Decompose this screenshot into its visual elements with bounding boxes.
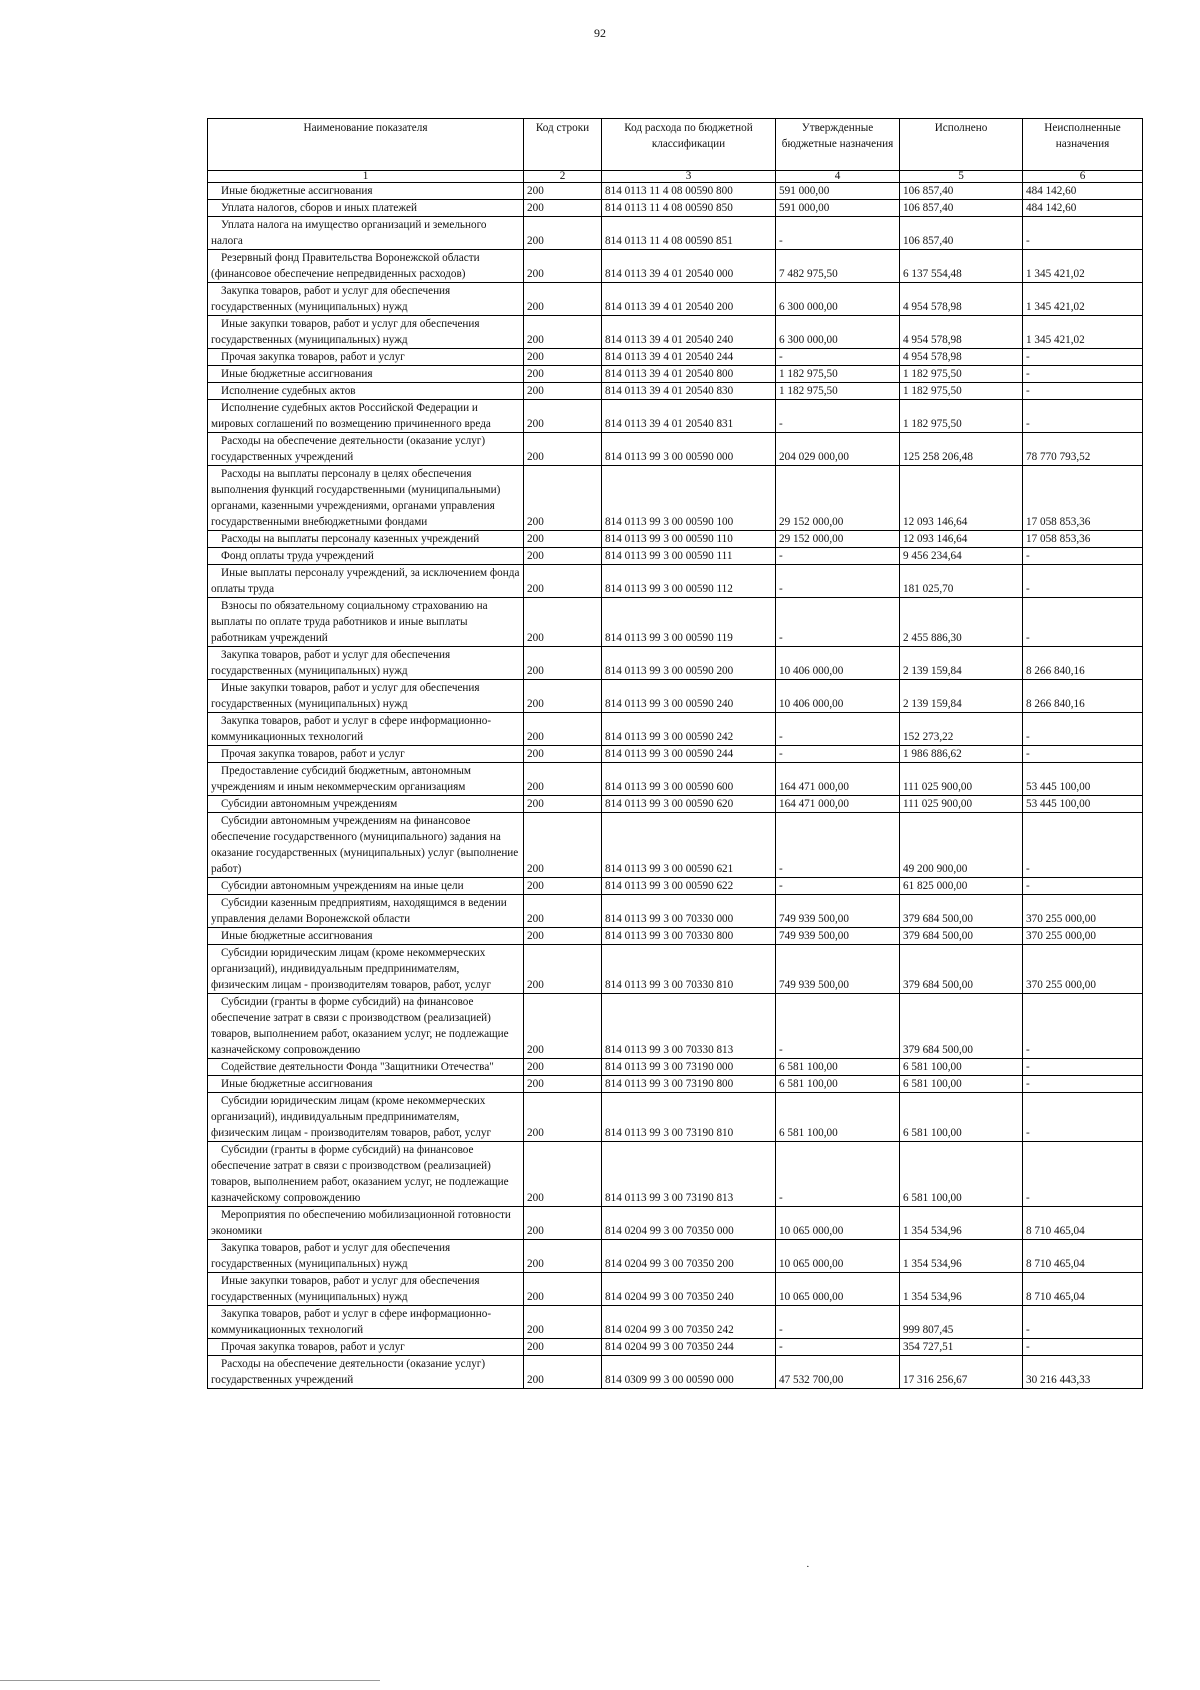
table-row bbox=[208, 565, 1143, 598]
row-remaining: - bbox=[1023, 217, 1143, 250]
column-number: 3 bbox=[602, 171, 776, 183]
row-approved: - bbox=[776, 713, 900, 746]
row-line-code: 200 bbox=[524, 1059, 602, 1076]
row-executed: 4 954 578,98 bbox=[900, 316, 1023, 349]
row-remaining: 8 710 465,04 bbox=[1023, 1240, 1143, 1273]
row-budget-code: 814 0204 99 3 00 70350 000 bbox=[602, 1207, 776, 1240]
row-budget-code: 814 0113 99 3 00 00590 112 bbox=[602, 565, 776, 598]
stray-mark: · bbox=[806, 1561, 810, 1573]
row-budget-code: 814 0113 99 3 00 70330 800 bbox=[602, 928, 776, 945]
table-row bbox=[208, 400, 1143, 433]
table-row bbox=[208, 466, 1143, 531]
row-remaining: - bbox=[1023, 1076, 1143, 1093]
table-row bbox=[208, 1240, 1143, 1273]
row-budget-code: 814 0113 99 3 00 00590 111 bbox=[602, 548, 776, 565]
row-budget-code: 814 0113 11 4 08 00590 851 bbox=[602, 217, 776, 250]
row-remaining: - bbox=[1023, 400, 1143, 433]
row-approved: 749 939 500,00 bbox=[776, 895, 900, 928]
table-row bbox=[208, 1142, 1143, 1207]
table-row bbox=[208, 283, 1143, 316]
row-executed: 2 455 886,30 bbox=[900, 598, 1023, 647]
row-name: Расходы на выплаты персоналу казенных учреждений bbox=[208, 531, 524, 548]
header-row bbox=[208, 119, 1143, 171]
row-approved: - bbox=[776, 878, 900, 895]
row-executed: 6 581 100,00 bbox=[900, 1076, 1023, 1093]
row-line-code: 200 bbox=[524, 895, 602, 928]
row-remaining: 370 255 000,00 bbox=[1023, 928, 1143, 945]
row-line-code: 200 bbox=[524, 217, 602, 250]
row-name: Закупка товаров, работ и услуг для обеспечения государственных (муниципальных) нужд bbox=[208, 647, 524, 680]
row-budget-code: 814 0113 99 3 00 00590 240 bbox=[602, 680, 776, 713]
row-name: Прочая закупка товаров, работ и услуг bbox=[208, 349, 524, 366]
row-line-code: 200 bbox=[524, 598, 602, 647]
row-budget-code: 814 0113 99 3 00 00590 621 bbox=[602, 813, 776, 878]
row-remaining: 8 266 840,16 bbox=[1023, 647, 1143, 680]
row-executed: 9 456 234,64 bbox=[900, 548, 1023, 565]
row-executed: 1 354 534,96 bbox=[900, 1240, 1023, 1273]
row-budget-code: 814 0204 99 3 00 70350 200 bbox=[602, 1240, 776, 1273]
row-line-code: 200 bbox=[524, 1093, 602, 1142]
row-approved: 591 000,00 bbox=[776, 200, 900, 217]
row-approved: 204 029 000,00 bbox=[776, 433, 900, 466]
row-line-code: 200 bbox=[524, 466, 602, 531]
row-name: Субсидии юридическим лицам (кроме некоммерческих организаций), индивидуальным предпринимателям, физическим лицам - производителям товаров, работ, услуг bbox=[208, 945, 524, 994]
row-line-code: 200 bbox=[524, 994, 602, 1059]
table-row bbox=[208, 796, 1143, 813]
row-name: Расходы на обеспечение деятельности (оказание услуг) государственных учреждений bbox=[208, 1356, 524, 1389]
row-line-code: 200 bbox=[524, 647, 602, 680]
row-name: Иные бюджетные ассигнования bbox=[208, 366, 524, 383]
column-number: 2 bbox=[524, 171, 602, 183]
table-row bbox=[208, 531, 1143, 548]
row-name: Закупка товаров, работ и услуг для обеспечения государственных (муниципальных) нужд bbox=[208, 1240, 524, 1273]
row-executed: 1 182 975,50 bbox=[900, 383, 1023, 400]
row-budget-code: 814 0113 99 3 00 00590 119 bbox=[602, 598, 776, 647]
row-executed: 1 354 534,96 bbox=[900, 1207, 1023, 1240]
table-row bbox=[208, 813, 1143, 878]
row-name: Закупка товаров, работ и услуг в сфере информационно-коммуникационных технологий bbox=[208, 713, 524, 746]
row-name: Уплата налогов, сборов и иных платежей bbox=[208, 200, 524, 217]
row-line-code: 200 bbox=[524, 250, 602, 283]
row-budget-code: 814 0113 99 3 00 00590 242 bbox=[602, 713, 776, 746]
row-approved: 749 939 500,00 bbox=[776, 945, 900, 994]
row-remaining: 370 255 000,00 bbox=[1023, 895, 1143, 928]
row-approved: - bbox=[776, 1306, 900, 1339]
table-row bbox=[208, 316, 1143, 349]
row-executed: 6 581 100,00 bbox=[900, 1093, 1023, 1142]
row-budget-code: 814 0113 39 4 01 20540 244 bbox=[602, 349, 776, 366]
row-line-code: 200 bbox=[524, 1273, 602, 1306]
row-executed: 379 684 500,00 bbox=[900, 945, 1023, 994]
row-line-code: 200 bbox=[524, 548, 602, 565]
row-budget-code: 814 0113 39 4 01 20540 200 bbox=[602, 283, 776, 316]
row-line-code: 200 bbox=[524, 565, 602, 598]
table-row bbox=[208, 1273, 1143, 1306]
row-name: Резервный фонд Правительства Воронежской области (финансовое обеспечение непредвиденных расходов) bbox=[208, 250, 524, 283]
row-name: Иные бюджетные ассигнования bbox=[208, 1076, 524, 1093]
row-line-code: 200 bbox=[524, 1240, 602, 1273]
row-name: Иные закупки товаров, работ и услуг для обеспечения государственных (муниципальных) нужд bbox=[208, 680, 524, 713]
row-line-code: 200 bbox=[524, 200, 602, 217]
row-remaining: - bbox=[1023, 1059, 1143, 1076]
row-line-code: 200 bbox=[524, 283, 602, 316]
row-name: Прочая закупка товаров, работ и услуг bbox=[208, 746, 524, 763]
row-approved: 10 406 000,00 bbox=[776, 680, 900, 713]
row-line-code: 200 bbox=[524, 945, 602, 994]
row-budget-code: 814 0113 99 3 00 70330 810 bbox=[602, 945, 776, 994]
row-remaining: - bbox=[1023, 598, 1143, 647]
row-budget-code: 814 0113 39 4 01 20540 831 bbox=[602, 400, 776, 433]
row-line-code: 200 bbox=[524, 813, 602, 878]
row-name: Иные бюджетные ассигнования bbox=[208, 928, 524, 945]
row-remaining: 53 445 100,00 bbox=[1023, 763, 1143, 796]
table-row bbox=[208, 383, 1143, 400]
table-row bbox=[208, 250, 1143, 283]
row-budget-code: 814 0204 99 3 00 70350 242 bbox=[602, 1306, 776, 1339]
table-row bbox=[208, 433, 1143, 466]
row-remaining: 370 255 000,00 bbox=[1023, 945, 1143, 994]
row-approved: - bbox=[776, 349, 900, 366]
row-approved: - bbox=[776, 1339, 900, 1356]
row-executed: 999 807,45 bbox=[900, 1306, 1023, 1339]
row-budget-code: 814 0113 99 3 00 73190 813 bbox=[602, 1142, 776, 1207]
row-executed: 17 316 256,67 bbox=[900, 1356, 1023, 1389]
row-line-code: 200 bbox=[524, 183, 602, 200]
row-approved: 6 581 100,00 bbox=[776, 1059, 900, 1076]
row-name: Исполнение судебных актов Российской Федерации и мировых соглашений по возмещению причиненного вреда bbox=[208, 400, 524, 433]
table-row bbox=[208, 994, 1143, 1059]
row-approved: 1 182 975,50 bbox=[776, 366, 900, 383]
row-remaining: - bbox=[1023, 746, 1143, 763]
row-budget-code: 814 0113 99 3 00 70330 000 bbox=[602, 895, 776, 928]
row-approved: 591 000,00 bbox=[776, 183, 900, 200]
row-name: Взносы по обязательному социальному страхованию на выплаты по оплате труда работников и иные выплаты работникам учреждений bbox=[208, 598, 524, 647]
row-line-code: 200 bbox=[524, 928, 602, 945]
row-budget-code: 814 0309 99 3 00 00590 000 bbox=[602, 1356, 776, 1389]
row-budget-code: 814 0113 99 3 00 00590 620 bbox=[602, 796, 776, 813]
row-approved: - bbox=[776, 217, 900, 250]
table-row bbox=[208, 763, 1143, 796]
table-row bbox=[208, 217, 1143, 250]
row-approved: 749 939 500,00 bbox=[776, 928, 900, 945]
row-name: Прочая закупка товаров, работ и услуг bbox=[208, 1339, 524, 1356]
row-budget-code: 814 0113 99 3 00 00590 200 bbox=[602, 647, 776, 680]
row-remaining: - bbox=[1023, 1142, 1143, 1207]
row-name: Иные закупки товаров, работ и услуг для обеспечения государственных (муниципальных) нужд bbox=[208, 1273, 524, 1306]
row-remaining: 30 216 443,33 bbox=[1023, 1356, 1143, 1389]
column-number-row bbox=[208, 171, 1143, 183]
row-name: Расходы на обеспечение деятельности (оказание услуг) государственных учреждений bbox=[208, 433, 524, 466]
table-row bbox=[208, 1339, 1143, 1356]
row-remaining: 1 345 421,02 bbox=[1023, 316, 1143, 349]
row-name: Исполнение судебных актов bbox=[208, 383, 524, 400]
row-remaining: - bbox=[1023, 713, 1143, 746]
table-row bbox=[208, 878, 1143, 895]
row-name: Предоставление субсидий бюджетным, автономным учреждениям и иным некоммерческим организациям bbox=[208, 763, 524, 796]
table-row bbox=[208, 183, 1143, 200]
row-executed: 1 182 975,50 bbox=[900, 400, 1023, 433]
row-line-code: 200 bbox=[524, 763, 602, 796]
row-approved: - bbox=[776, 813, 900, 878]
row-executed: 379 684 500,00 bbox=[900, 994, 1023, 1059]
row-approved: 6 300 000,00 bbox=[776, 283, 900, 316]
row-name: Субсидии автономным учреждениям на иные цели bbox=[208, 878, 524, 895]
row-remaining: - bbox=[1023, 548, 1143, 565]
row-remaining: 484 142,60 bbox=[1023, 183, 1143, 200]
scan-edge-line bbox=[0, 1680, 380, 1681]
row-approved: 164 471 000,00 bbox=[776, 796, 900, 813]
row-name: Субсидии автономным учреждениям на финансовое обеспечение государственного (муниципального) задания на оказание государственных (муниципальных) услуг (выполнение работ) bbox=[208, 813, 524, 878]
column-number: 6 bbox=[1023, 171, 1143, 183]
row-approved: - bbox=[776, 548, 900, 565]
row-remaining: 8 710 465,04 bbox=[1023, 1207, 1143, 1240]
row-approved: 10 065 000,00 bbox=[776, 1240, 900, 1273]
row-executed: 1 354 534,96 bbox=[900, 1273, 1023, 1306]
row-name: Субсидии автономным учреждениям bbox=[208, 796, 524, 813]
table-row bbox=[208, 928, 1143, 945]
table-row bbox=[208, 548, 1143, 565]
table-row bbox=[208, 349, 1143, 366]
row-line-code: 200 bbox=[524, 1076, 602, 1093]
header-name: Наименование показателя bbox=[208, 119, 524, 171]
row-remaining: 1 345 421,02 bbox=[1023, 283, 1143, 316]
row-executed: 106 857,40 bbox=[900, 200, 1023, 217]
row-name: Мероприятия по обеспечению мобилизационной готовности экономики bbox=[208, 1207, 524, 1240]
row-budget-code: 814 0113 39 4 01 20540 000 bbox=[602, 250, 776, 283]
table-row bbox=[208, 945, 1143, 994]
row-line-code: 200 bbox=[524, 433, 602, 466]
table-row bbox=[208, 1356, 1143, 1389]
row-remaining: - bbox=[1023, 349, 1143, 366]
row-approved: 6 581 100,00 bbox=[776, 1093, 900, 1142]
row-executed: 4 954 578,98 bbox=[900, 283, 1023, 316]
table-row bbox=[208, 647, 1143, 680]
row-name: Содействие деятельности Фонда "Защитники Отечества" bbox=[208, 1059, 524, 1076]
header-line-code: Код строки bbox=[524, 119, 602, 171]
row-budget-code: 814 0204 99 3 00 70350 240 bbox=[602, 1273, 776, 1306]
row-executed: 49 200 900,00 bbox=[900, 813, 1023, 878]
row-name: Иные бюджетные ассигнования bbox=[208, 183, 524, 200]
row-name: Уплата налога на имущество организаций и земельного налога bbox=[208, 217, 524, 250]
row-remaining: 53 445 100,00 bbox=[1023, 796, 1143, 813]
row-budget-code: 814 0113 11 4 08 00590 850 bbox=[602, 200, 776, 217]
row-name: Иные закупки товаров, работ и услуг для обеспечения государственных (муниципальных) нужд bbox=[208, 316, 524, 349]
row-approved: 6 300 000,00 bbox=[776, 316, 900, 349]
table-row bbox=[208, 1076, 1143, 1093]
row-budget-code: 814 0204 99 3 00 70350 244 bbox=[602, 1339, 776, 1356]
row-budget-code: 814 0113 99 3 00 73190 000 bbox=[602, 1059, 776, 1076]
row-budget-code: 814 0113 99 3 00 70330 813 bbox=[602, 994, 776, 1059]
header-approved: Утвержденные бюджетные назначения bbox=[776, 119, 900, 171]
row-approved: 6 581 100,00 bbox=[776, 1076, 900, 1093]
row-executed: 181 025,70 bbox=[900, 565, 1023, 598]
row-executed: 111 025 900,00 bbox=[900, 763, 1023, 796]
row-approved: - bbox=[776, 994, 900, 1059]
row-executed: 2 139 159,84 bbox=[900, 647, 1023, 680]
row-executed: 12 093 146,64 bbox=[900, 466, 1023, 531]
table-row bbox=[208, 680, 1143, 713]
row-name: Расходы на выплаты персоналу в целях обеспечения выполнения функций государственными (муниципальными) органами, казенными учреждениями, органами управления государственными внебюджетными фондами bbox=[208, 466, 524, 531]
row-approved: - bbox=[776, 565, 900, 598]
row-budget-code: 814 0113 39 4 01 20540 830 bbox=[602, 383, 776, 400]
row-name: Субсидии (гранты в форме субсидий) на финансовое обеспечение затрат в связи с производством (реализацией) товаров, выполнением работ, оказанием услуг, не подлежащие казначейскому сопровождению bbox=[208, 1142, 524, 1207]
row-executed: 6 581 100,00 bbox=[900, 1059, 1023, 1076]
row-line-code: 200 bbox=[524, 746, 602, 763]
row-budget-code: 814 0113 99 3 00 00590 244 bbox=[602, 746, 776, 763]
row-remaining: 17 058 853,36 bbox=[1023, 531, 1143, 548]
row-executed: 125 258 206,48 bbox=[900, 433, 1023, 466]
row-budget-code: 814 0113 99 3 00 73190 810 bbox=[602, 1093, 776, 1142]
row-remaining: - bbox=[1023, 1093, 1143, 1142]
row-name: Закупка товаров, работ и услуг в сфере информационно-коммуникационных технологий bbox=[208, 1306, 524, 1339]
row-remaining: 484 142,60 bbox=[1023, 200, 1143, 217]
column-number: 4 bbox=[776, 171, 900, 183]
row-budget-code: 814 0113 99 3 00 00590 110 bbox=[602, 531, 776, 548]
table-row bbox=[208, 895, 1143, 928]
row-executed: 379 684 500,00 bbox=[900, 928, 1023, 945]
row-line-code: 200 bbox=[524, 1142, 602, 1207]
header-budget-code: Код расхода по бюджетной классификации bbox=[602, 119, 776, 171]
header-executed: Исполнено bbox=[900, 119, 1023, 171]
row-budget-code: 814 0113 99 3 00 00590 600 bbox=[602, 763, 776, 796]
row-executed: 6 137 554,48 bbox=[900, 250, 1023, 283]
row-approved: 29 152 000,00 bbox=[776, 466, 900, 531]
row-executed: 379 684 500,00 bbox=[900, 895, 1023, 928]
row-line-code: 200 bbox=[524, 316, 602, 349]
row-remaining: - bbox=[1023, 565, 1143, 598]
row-budget-code: 814 0113 99 3 00 00590 622 bbox=[602, 878, 776, 895]
table-row bbox=[208, 200, 1143, 217]
row-approved: - bbox=[776, 1142, 900, 1207]
table-row bbox=[208, 1306, 1143, 1339]
row-remaining: 1 345 421,02 bbox=[1023, 250, 1143, 283]
row-approved: 10 065 000,00 bbox=[776, 1273, 900, 1306]
row-line-code: 200 bbox=[524, 878, 602, 895]
row-line-code: 200 bbox=[524, 1207, 602, 1240]
row-name: Субсидии казенным предприятиям, находящимся в ведении управления делами Воронежской области bbox=[208, 895, 524, 928]
row-approved: 7 482 975,50 bbox=[776, 250, 900, 283]
row-line-code: 200 bbox=[524, 400, 602, 433]
row-approved: 47 532 700,00 bbox=[776, 1356, 900, 1389]
row-approved: 10 065 000,00 bbox=[776, 1207, 900, 1240]
row-name: Фонд оплаты труда учреждений bbox=[208, 548, 524, 565]
table-row bbox=[208, 598, 1143, 647]
row-line-code: 200 bbox=[524, 796, 602, 813]
row-line-code: 200 bbox=[524, 1339, 602, 1356]
row-remaining: 8 710 465,04 bbox=[1023, 1273, 1143, 1306]
row-budget-code: 814 0113 39 4 01 20540 240 bbox=[602, 316, 776, 349]
table-row bbox=[208, 1059, 1143, 1076]
row-executed: 1 182 975,50 bbox=[900, 366, 1023, 383]
row-budget-code: 814 0113 99 3 00 73190 800 bbox=[602, 1076, 776, 1093]
row-name: Иные выплаты персоналу учреждений, за исключением фонда оплаты труда bbox=[208, 565, 524, 598]
row-line-code: 200 bbox=[524, 383, 602, 400]
row-budget-code: 814 0113 11 4 08 00590 800 bbox=[602, 183, 776, 200]
row-executed: 2 139 159,84 bbox=[900, 680, 1023, 713]
row-approved: 10 406 000,00 bbox=[776, 647, 900, 680]
table-row bbox=[208, 1093, 1143, 1142]
row-approved: - bbox=[776, 598, 900, 647]
table-row bbox=[208, 1207, 1143, 1240]
row-executed: 61 825 000,00 bbox=[900, 878, 1023, 895]
row-remaining: - bbox=[1023, 994, 1143, 1059]
row-remaining: - bbox=[1023, 1339, 1143, 1356]
column-number: 1 bbox=[208, 171, 524, 183]
row-remaining: 17 058 853,36 bbox=[1023, 466, 1143, 531]
row-budget-code: 814 0113 99 3 00 00590 100 bbox=[602, 466, 776, 531]
column-number: 5 bbox=[900, 171, 1023, 183]
row-executed: 152 273,22 bbox=[900, 713, 1023, 746]
row-name: Субсидии (гранты в форме субсидий) на финансовое обеспечение затрат в связи с производством (реализацией) товаров, выполнением работ, оказанием услуг, не подлежащие казначейскому сопровождению bbox=[208, 994, 524, 1059]
row-line-code: 200 bbox=[524, 680, 602, 713]
row-remaining: - bbox=[1023, 383, 1143, 400]
row-line-code: 200 bbox=[524, 1306, 602, 1339]
row-executed: 12 093 146,64 bbox=[900, 531, 1023, 548]
row-executed: 106 857,40 bbox=[900, 217, 1023, 250]
row-executed: 4 954 578,98 bbox=[900, 349, 1023, 366]
row-remaining: - bbox=[1023, 878, 1143, 895]
row-approved: - bbox=[776, 746, 900, 763]
row-line-code: 200 bbox=[524, 713, 602, 746]
row-approved: 29 152 000,00 bbox=[776, 531, 900, 548]
table-row bbox=[208, 746, 1143, 763]
page-number: 92 bbox=[594, 26, 606, 40]
row-line-code: 200 bbox=[524, 366, 602, 383]
row-remaining: 78 770 793,52 bbox=[1023, 433, 1143, 466]
header-remaining: Неисполненные назначения bbox=[1023, 119, 1143, 171]
row-remaining: - bbox=[1023, 813, 1143, 878]
row-remaining: - bbox=[1023, 1306, 1143, 1339]
row-approved: 164 471 000,00 bbox=[776, 763, 900, 796]
row-executed: 354 727,51 bbox=[900, 1339, 1023, 1356]
table-row bbox=[208, 713, 1143, 746]
row-remaining: 8 266 840,16 bbox=[1023, 680, 1143, 713]
row-executed: 6 581 100,00 bbox=[900, 1142, 1023, 1207]
row-budget-code: 814 0113 99 3 00 00590 000 bbox=[602, 433, 776, 466]
row-approved: 1 182 975,50 bbox=[776, 383, 900, 400]
row-remaining: - bbox=[1023, 366, 1143, 383]
row-line-code: 200 bbox=[524, 1356, 602, 1389]
budget-execution-table bbox=[207, 118, 1143, 1389]
row-name: Субсидии юридическим лицам (кроме некоммерческих организаций), индивидуальным предпринимателям, физическим лицам - производителям товаров, работ, услуг bbox=[208, 1093, 524, 1142]
row-name: Закупка товаров, работ и услуг для обеспечения государственных (муниципальных) нужд bbox=[208, 283, 524, 316]
row-line-code: 200 bbox=[524, 531, 602, 548]
row-line-code: 200 bbox=[524, 349, 602, 366]
row-executed: 106 857,40 bbox=[900, 183, 1023, 200]
row-executed: 1 986 886,62 bbox=[900, 746, 1023, 763]
row-approved: - bbox=[776, 400, 900, 433]
table-row bbox=[208, 366, 1143, 383]
row-executed: 111 025 900,00 bbox=[900, 796, 1023, 813]
row-budget-code: 814 0113 39 4 01 20540 800 bbox=[602, 366, 776, 383]
